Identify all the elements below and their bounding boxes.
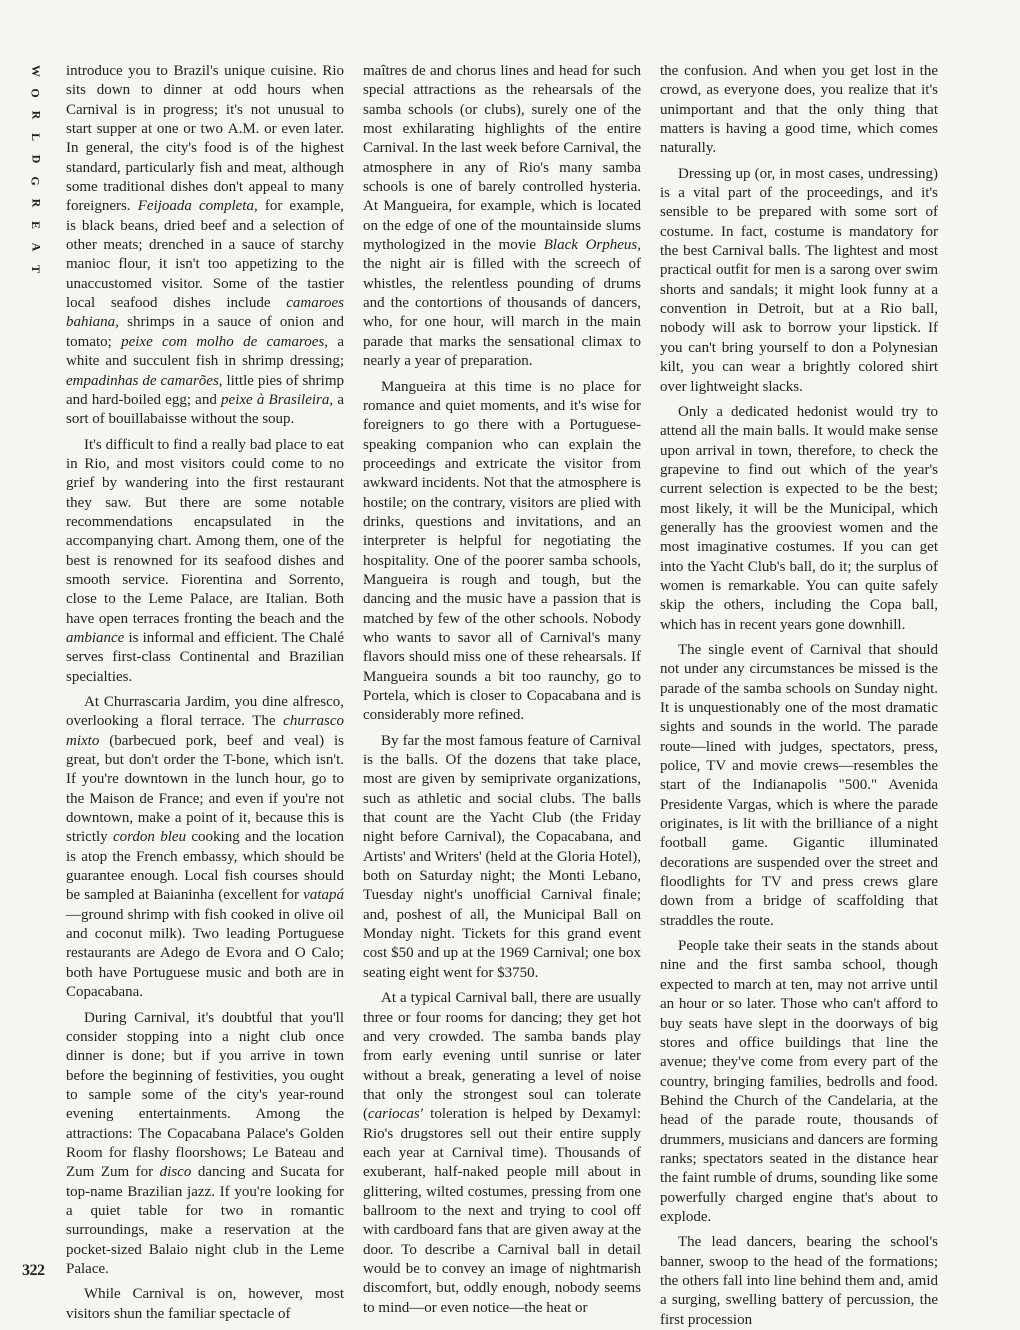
paragraph (660, 641, 938, 931)
running-head-letter: L (28, 132, 43, 142)
italic-text: ambiance (66, 629, 125, 646)
running-head-letter: T (28, 264, 43, 274)
text-run: At a typical Carnival ball, there are usually three or four rooms for dancing; they get hot and very crowded. The samba bands play from early evening until sunrise or later without a break, generating a level of noise that only the strongest soul can tolerate ( (363, 990, 641, 1123)
running-head-letter: W (29, 65, 43, 77)
column-2 (363, 62, 641, 1330)
italic-text: disco (159, 1164, 192, 1181)
column-3 (660, 62, 938, 1330)
text-run: , for example, is black beans, dried beef and a selection of other meats; drenched in a sauce of starchy manioc flour, it isn't too appetizing to the unaccustomed visitor. Some of the tastier local seafood dishes include (66, 198, 344, 312)
text-run: is informal and efficient. The Chalé serves first-class Continental and Brazilian specialties. (66, 629, 344, 685)
article-body (66, 62, 938, 1328)
italic-text: cariocas' (368, 1106, 423, 1123)
text-run: , little pies of shrimp and hard-boiled egg; and (66, 372, 344, 408)
text-run: Dressing up (or, in most cases, undressing) is a vital part of the proceedings, and it's sensible to be prepared with some sort of costume. In fact, costume is mandatory for the best Carnival balls. The lightest and most practical outfit for men is a sarong over swim shorts and sandals; it might look funny at a convention in Detroit, but at a Rio ball, nobody will ask to borrow your lipstick. If you can't bring yourself to don a Polynesian kilt, you can wear a brightly colored shirt over lightweight slacks. (660, 165, 938, 395)
paragraph (660, 937, 938, 1227)
italic-text: camaroes bahiana (66, 295, 344, 331)
text-run: cooking and the location is atop the French embassy, which should be guarantee enough. Local fish courses should be sampled at Baianinha (excellent for (66, 829, 344, 904)
running-head-letter: A (28, 242, 43, 252)
text-run: It's difficult to find a really bad place to eat in Rio, and most visitors could come to no grief by wandering into the first restaurant they saw. But there are some notable recommendations encapsulated in the accompanying chart. Among them, one of the best is renowned for its seafood dishes and smooth service. Fiorentina and Sorrento, close to the Leme Palace, are Italian. Both have open terraces fronting the beach and the (66, 436, 344, 627)
text-run: At Churrascaria Jardim, you dine alfresco, overlooking a floral terrace. The (66, 694, 344, 730)
italic-text: Black Orpheus (543, 237, 638, 254)
text-run: A.M. (227, 121, 260, 138)
text-run: toleration is helped by Dexamyl: Rio's drugstores sell out their entire supply each year at Carnival time). Thousands of exuberant, half-naked people mill about in glittering, wilted costumes, pressing from one ballroom to the next and trying to cool off with cardboard fans that are given away at the door. To describe a Carnival ball in detail would be to convey an image of nightmarish discomfort, but, oddly enough, nobody seems to mind—or even notice—the heat or (363, 1106, 641, 1316)
text-run: , shrimps in a sauce of onion and tomato; (66, 314, 344, 350)
italic-text: empadinhas de camarões (66, 372, 219, 389)
text-run: , the night air is filled with the screech of whistles, the relentless pounding of drums and the contortions of thousands of dancers, who, for one hour, will march in the main parade that marks the sensational climax to nearly a year of preparation. (363, 237, 641, 370)
paragraph (66, 693, 344, 1003)
text-run: (barbecued pork, beef and veal) is great, but don't order the T-bone, which isn't. If you're downtown in the lunch hour, go to the Maison de France; and even if you're not downtown, make a point of it, because this is strictly (66, 732, 344, 846)
paragraph (66, 1009, 344, 1280)
italic-text: vatapá (303, 887, 344, 904)
paragraph (363, 62, 641, 372)
text-run: , a white and succulent fish in shrimp dressing; (66, 333, 344, 370)
paragraph (66, 62, 344, 430)
running-head-letter: R (28, 110, 43, 120)
paragraph (660, 403, 938, 635)
paragraph (363, 378, 641, 726)
italic-text: peixe com molho de camaroes (121, 333, 325, 350)
running-head-letter: O (29, 88, 43, 98)
text-run: The single event of Carnival that should not under any circumstances be missed is the parade of the samba schools on Sunday night. It is unquestionably one of the most dramatic sights and sounds in the world. The parade route—lined with judges, spectators, press, police, TV and movie crews—resembles the start of the Indianapolis "500." Avenida Presidente Vargas, which is where the parade originates, is lit with the brilliance of a night football game. Gigantic illuminated decorations are suspended over the street and floodlights for TV and press crews glare down from a bridge of scaffolding that straddles the route. (660, 641, 938, 929)
text-run: introduce you to Brazil's unique cuisine. Rio sits down to dinner at odd hours when Carnival is in progress; it's not unusual to start supper at one or two (66, 63, 344, 138)
paragraph (66, 436, 344, 687)
paragraph (363, 732, 641, 983)
paragraph (660, 1233, 938, 1330)
running-head-letter: R (28, 198, 43, 208)
text-run: By far the most famous feature of Carnival is the balls. Of the dozens that take place, most are given by semiprivate organizations, such as athletic and social clubs. The balls that count are the Yacht Club (the Friday night before Carnival), the Copacabana, and Artists' and Writers' (held at the Gloria Hotel), both on Saturday night; the Monti Lebano, Tuesday night's unofficial Carnival finale; and, poshest of all, the Municipal Ball on Monday night. Tickets for this grand event cost $50 and up at the 1969 Carnival; one box seating eight went for $3750. (363, 732, 641, 981)
page-number: 322 (22, 1262, 45, 1279)
text-run: —ground shrimp with fish cooked in olive oil and coconut milk). Two leading Portuguese restaurants are Adego de Evora and O Calo; both have Portuguese music and both are in Copacabana. (66, 906, 344, 1001)
running-head-letter: G (29, 176, 43, 186)
italic-text: peixe à Brasileira (221, 391, 330, 408)
text-run: , a sort of bouillabaisse without the soup. (66, 391, 344, 428)
text-run: or even later. In general, the city's food is of the highest standard, particularly fish and meat, although some traditional dishes don't appeal to many foreigners. (66, 121, 344, 215)
text-run: dancing and Sucata for top-name Brazilian jazz. If you're looking for a quiet table for two in romantic surroundings, make a reservation at the pocket-sized Balaio night club in the Leme Palace. (66, 1164, 344, 1277)
italic-text: cordon bleu (112, 829, 187, 846)
text-run: People take their seats in the stands about nine and the first samba school, though expected to march at ten, may not arrive until an hour or so later. Those who can't afford to buy seats have slept in the doorways of big stores and office buildings that line the avenue; they've come from every part of the country, bringing families, bedrolls and food. Behind the Church of the Candelaria, at the head of the parade route, thousands of drummers, musicians and dancers are forming ranks; spectators seated in the distance hear the faint rumble of drums, sounding like some powerfully charged engine that's about to explode. (660, 938, 938, 1225)
italic-text: Feijoada completa (137, 198, 254, 215)
column-1 (66, 62, 344, 1330)
text-run: Mangueira at this time is no place for romance and quiet moments, and it's wise for foreigners to go there with a Portuguese-speaking companion who can explain the proceedings and extricate the visitor from awkward incidents. Not that the atmosphere is hostile; on the contrary, visitors are plied with drinks, questions and invitations, and an interpreter is helpful for negotiating the hospitality. One of the poorer samba schools, Mangueira is rough and tough, but the dancing and the music have a passion that is matched by few of the other schools. Nobody who wants to savor all of Carnival's many flavors should miss one of these rehearsals. If Mangueira sounds a bit too raunchy, go to Portela, which is closer to Copacabana and is considerably more refined. (363, 378, 641, 724)
paragraph (66, 1285, 344, 1324)
text-run: maîtres de and chorus lines and head for such special attractions as the rehearsals of the samba schools (or clubs), surely one of the most exhilarating highlights of the entire Carnival. In the last week before Carnival, the atmosphere in any of Rio's many samba schools is one of barely controlled hysteria. At Mangueira, for example, which is located on the edge of one of the mountainside slums mythologized in the movie (363, 63, 641, 254)
text-run: The lead dancers, bearing the school's banner, swoop to the head of the formations; the others fall into line behind them and, amid a surging, swelling battery of percussion, the first procession (660, 1234, 938, 1328)
text-run: During Carnival, it's doubtful that you'll consider stopping into a night club once dinner is done; but if you arrive in town before the beginning of festivities, you ought to sample some of the city's year-round evening entertainments. Among the attractions: The Copacabana Palace's Golden Room for flashy floorshows; Le Bateau and Zum Zum for (66, 1009, 344, 1181)
italic-text: churrasco mixto (66, 713, 344, 749)
running-head-letter: D (28, 154, 43, 164)
text-run: Only a dedicated hedonist would try to attend all the main balls. It would make sense upon arrival in town, therefore, to check the grapevine to find out which of the year's current selection is expected to be the best; most likely, it will be the Municipal, which generally has the grooviest women and the most imaginative costumes. If you can get into the Yacht Club's ball, do it; the surplus of women is remarkable. You can quite safely skip the others, including the Copa ball, which has in recent years gone downhill. (660, 403, 938, 633)
text-run: While Carnival is on, however, most visitors shun the familiar spectacle of (66, 1286, 344, 1322)
running-head (28, 60, 44, 280)
paragraph (660, 165, 938, 397)
paragraph (660, 62, 938, 159)
text-run: the confusion. And when you get lost in the crowd, as everyone does, you realize that it's unimportant and that the only thing that matters is having a good time, which comes naturally. (660, 63, 938, 157)
running-head-letter: E (28, 220, 43, 230)
paragraph (363, 989, 641, 1318)
